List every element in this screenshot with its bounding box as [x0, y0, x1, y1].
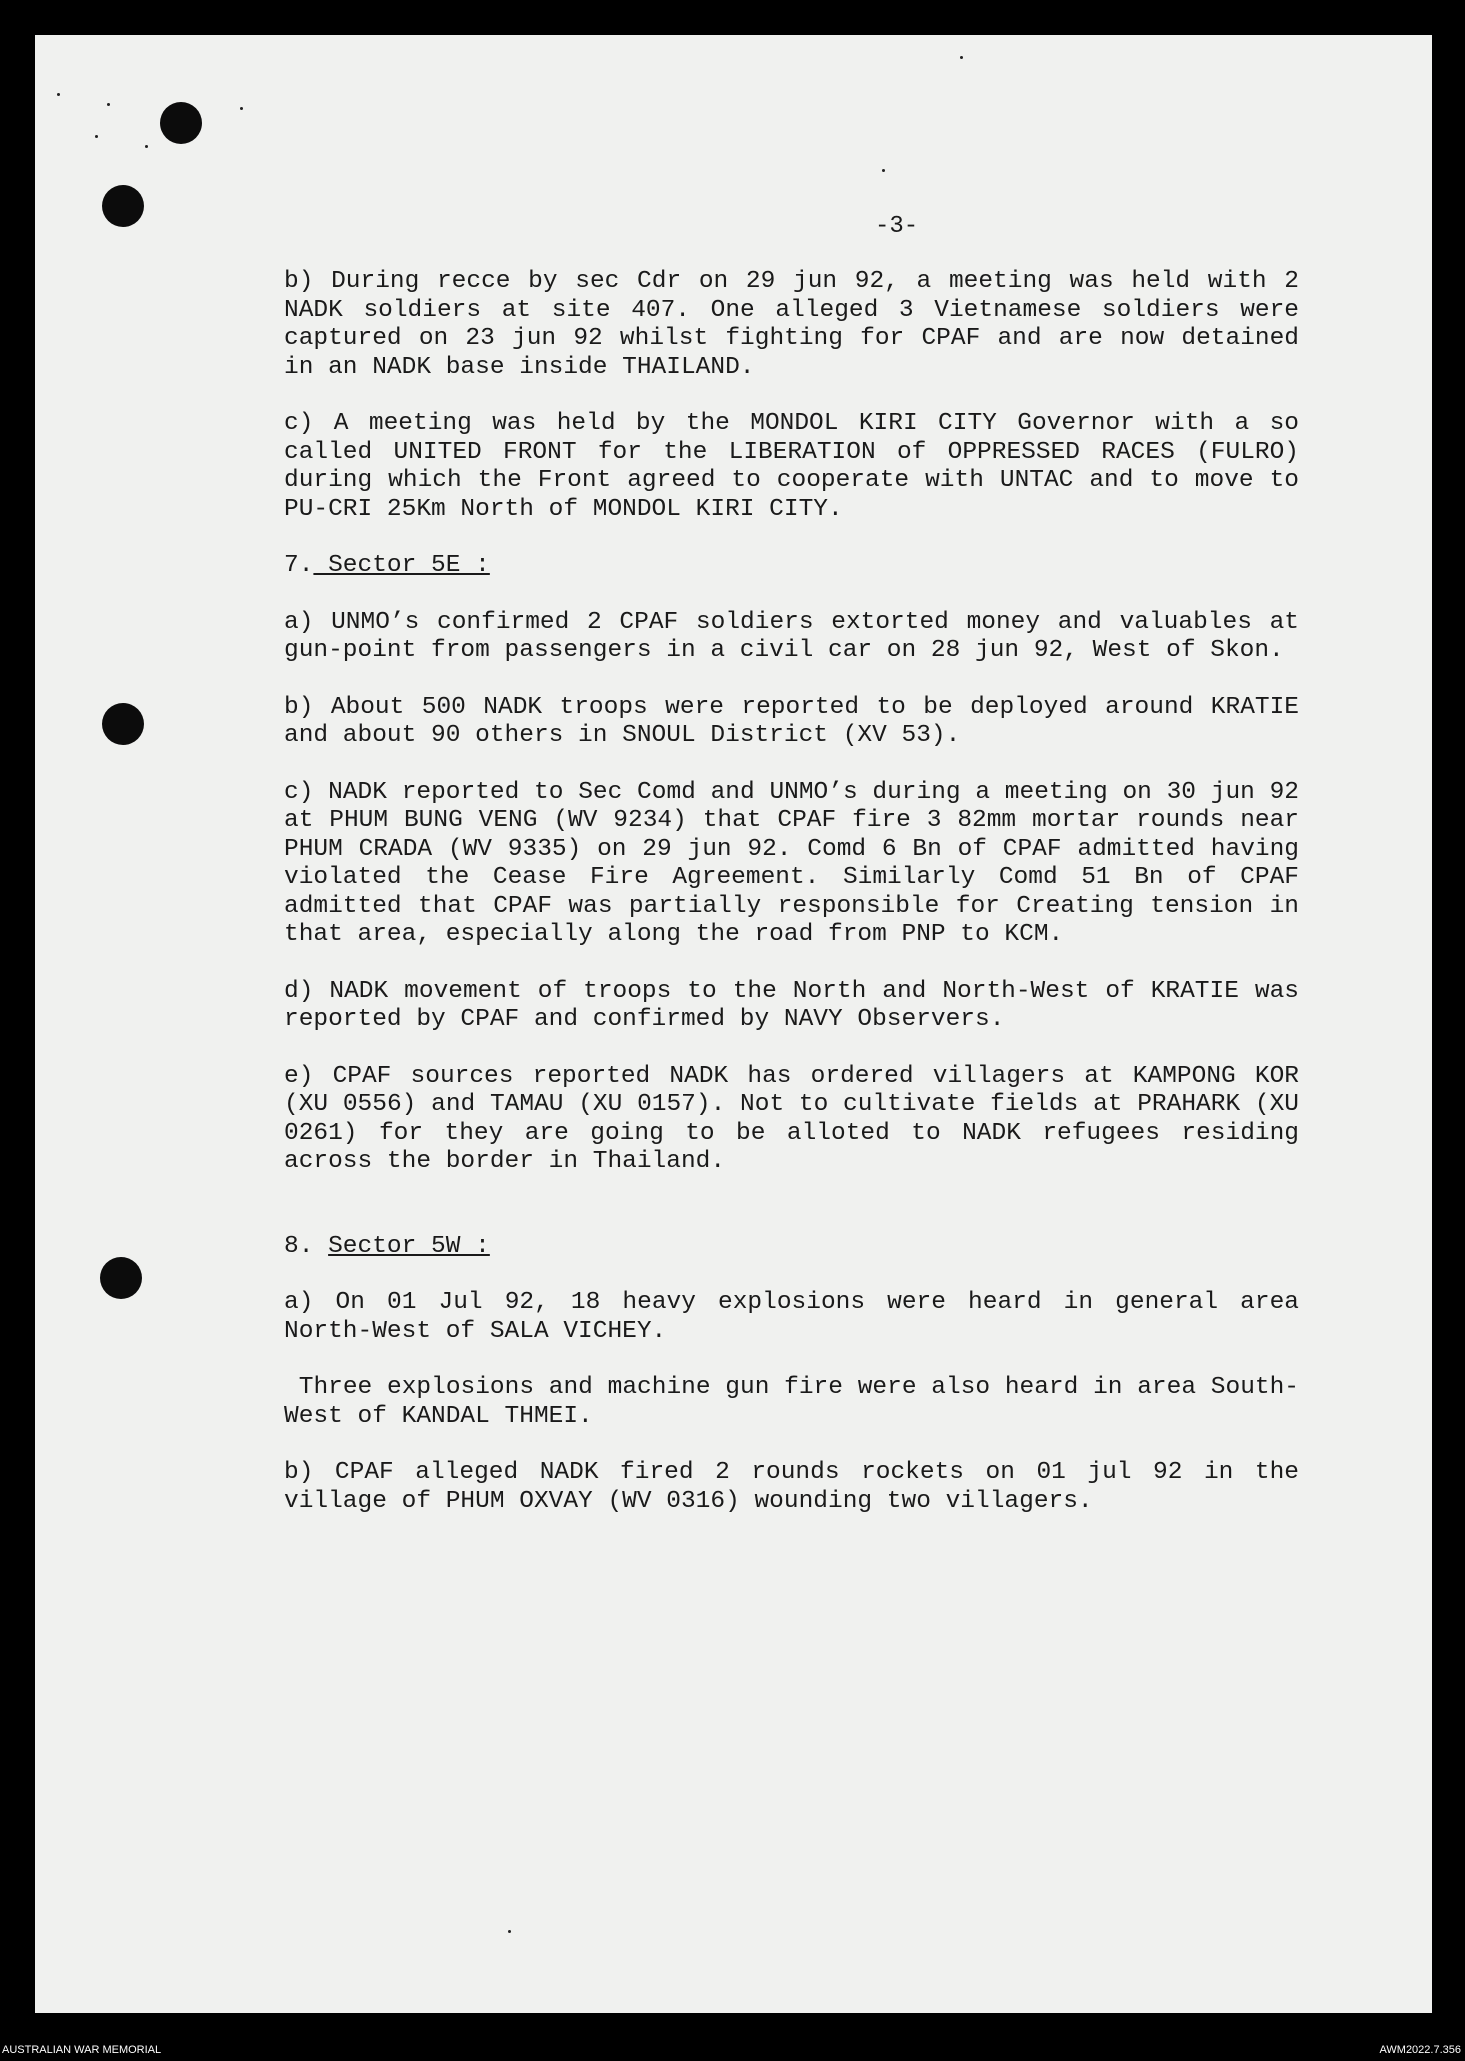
punch-hole-top-left [102, 185, 144, 227]
section-8-heading [284, 1233, 1299, 1262]
punch-hole-top-right [160, 102, 202, 144]
paragraph-8a-cont: Three explosions and machine gun fire were also heard in area South-West of KANDAL THMEI. [284, 1374, 1299, 1430]
punch-hole-middle [102, 703, 144, 745]
section-7-heading [284, 552, 1299, 581]
section-7-number: 7. [284, 552, 314, 579]
paper-speck [95, 135, 98, 138]
paper-speck [508, 1930, 511, 1933]
paper-speck [882, 169, 885, 172]
paper-speck [240, 107, 243, 110]
paragraph-7c: c) NADK reported to Sec Comd and UNMO’s during a meeting on 30 jun 92 at PHUM BUNG VENG (WV 9234) that CPAF fire 3 82mm mortar rounds near PHUM CRADA (WV 9335) on 29 jun 92. Comd 6 Bn of CPAF admitted having violated the Cease Fire Agreement. Similarly Comd 51 Bn of CPAF admitted that CPAF was partially responsible for Creating tension in that area, especially along the road from PNP to KCM. [284, 778, 1299, 948]
section-8-number: 8. [284, 1232, 329, 1260]
paper-speck [107, 103, 110, 106]
paragraph-7e: e) CPAF sources reported NADK has ordered villagers at KAMPONG KOR (XU 0556) and TAMAU (XU 0157). Not to cultivate fields at PRAHARK (XU 0261) for they are going to be alloted to NADK refugees residing across the border in Thailand. [284, 1062, 1299, 1175]
paragraph-7a: a) UNMO’s confirmed 2 CPAF soldiers extorted money and valuables at gun-point from passengers in a civil car on 28 jun 92, West of Skon. [284, 608, 1299, 664]
section-spacer [284, 1205, 1299, 1233]
section-7-title: Sector 5E : [313, 552, 490, 579]
document-body [284, 268, 1299, 1544]
paper-speck [960, 56, 963, 59]
paragraph-8a: a) On 01 Jul 92, 18 heavy explosions were heard in general area North-West of SALA VICHEY. [284, 1289, 1299, 1345]
paper-speck [57, 93, 60, 96]
archive-reference: AWM2022.7.356 [1379, 2044, 1461, 2056]
paragraph-7d: d) NADK movement of troops to the North and North-West of KRATIE was reported by CPAF and confirmed by NAVY Observers. [284, 977, 1299, 1033]
section-8-title: Sector 5W : [328, 1232, 490, 1260]
page-number: -3- [875, 213, 919, 240]
paper-speck [145, 145, 148, 148]
paragraph-8b: b) CPAF alleged NADK fired 2 rounds rockets on 01 jul 92 in the village of PHUM OXVAY (WV 0316) wounding two villagers. [284, 1459, 1299, 1515]
punch-hole-lower [100, 1257, 142, 1299]
paragraph-6c: c) A meeting was held by the MONDOL KIRI CITY Governor with a so called UNITED FRONT for the LIBERATION of OPPRESSED RACES (FULRO) during which the Front agreed to cooperate with UNTAC and to move to PU-CRI 25Km North of MONDOL KIRI CITY. [284, 410, 1299, 523]
paragraph-7b: b) About 500 NADK troops were reported to be deployed around KRATIE and about 90 others in SNOUL District (XV 53). [284, 693, 1299, 749]
paragraph-6b: b) During recce by sec Cdr on 29 jun 92, a meeting was held with 2 NADK soldiers at site 407. One alleged 3 Vietnamese soldiers were captured on 23 jun 92 whilst fighting for CPAF and are now detained in an NADK base inside THAILAND. [284, 268, 1299, 381]
archive-credit: AUSTRALIAN WAR MEMORIAL [2, 2044, 162, 2056]
